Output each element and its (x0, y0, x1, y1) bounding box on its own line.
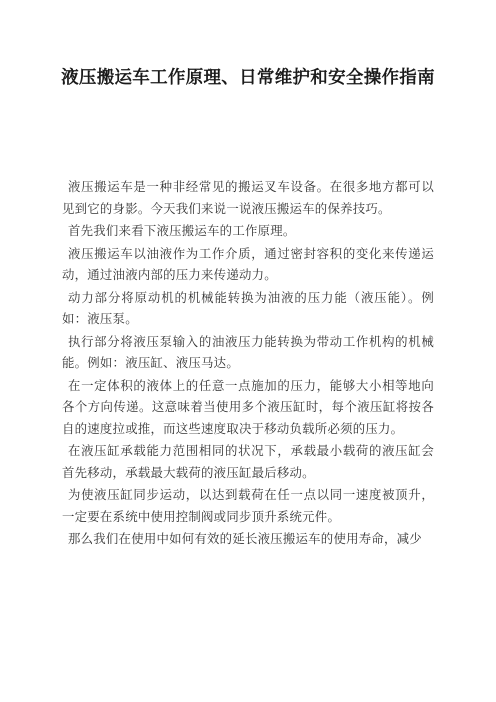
paragraph: 液压搬运车是一种非经常见的搬运叉车设备。在很多地方都可以见到它的身影。今天我们来说一说液压搬运车的保养技巧。 (62, 179, 434, 216)
paragraph: 在一定体积的液体上的任意一点施加的压力，能够大小相等地向各个方向传递。这意味着当使用多个液压缸时，每个液压缸将按各自的速度拉或推，而这些速度取决于移动负载所必须的压力。 (62, 377, 434, 436)
paragraph: 在液压缸承载能力范围相同的状况下，承载最小载荷的液压缸会首先移动，承载最大载荷的液压缸最后移动。 (62, 443, 434, 480)
paragraph: 为使液压缸同步运动，以达到载荷在任一点以同一速度被顶升，一定要在系统中使用控制阀或同步顶升系统元件。 (62, 487, 434, 524)
paragraph: 那么我们在使用中如何有效的延长液压搬运车的使用寿命，减少 (68, 531, 422, 546)
paragraph: 首先我们来看下液压搬运车的工作原理。 (68, 223, 296, 238)
paragraph: 执行部分将液压泵输入的油液压力能转换为带动工作机构的机械能。例如：液压缸、液压马达。 (62, 333, 434, 370)
paragraph: 液压搬运车以油液作为工作介质，通过密封容积的变化来传递运动，通过油液内部的压力来传递动力。 (62, 245, 434, 282)
paragraph: 动力部分将原动机的机械能转换为油液的压力能（液压能）。例如：液压泵。 (62, 289, 434, 326)
document-body (62, 176, 434, 551)
document-title: 液压搬运车工作原理、日常维护和安全操作指南 (61, 68, 435, 88)
